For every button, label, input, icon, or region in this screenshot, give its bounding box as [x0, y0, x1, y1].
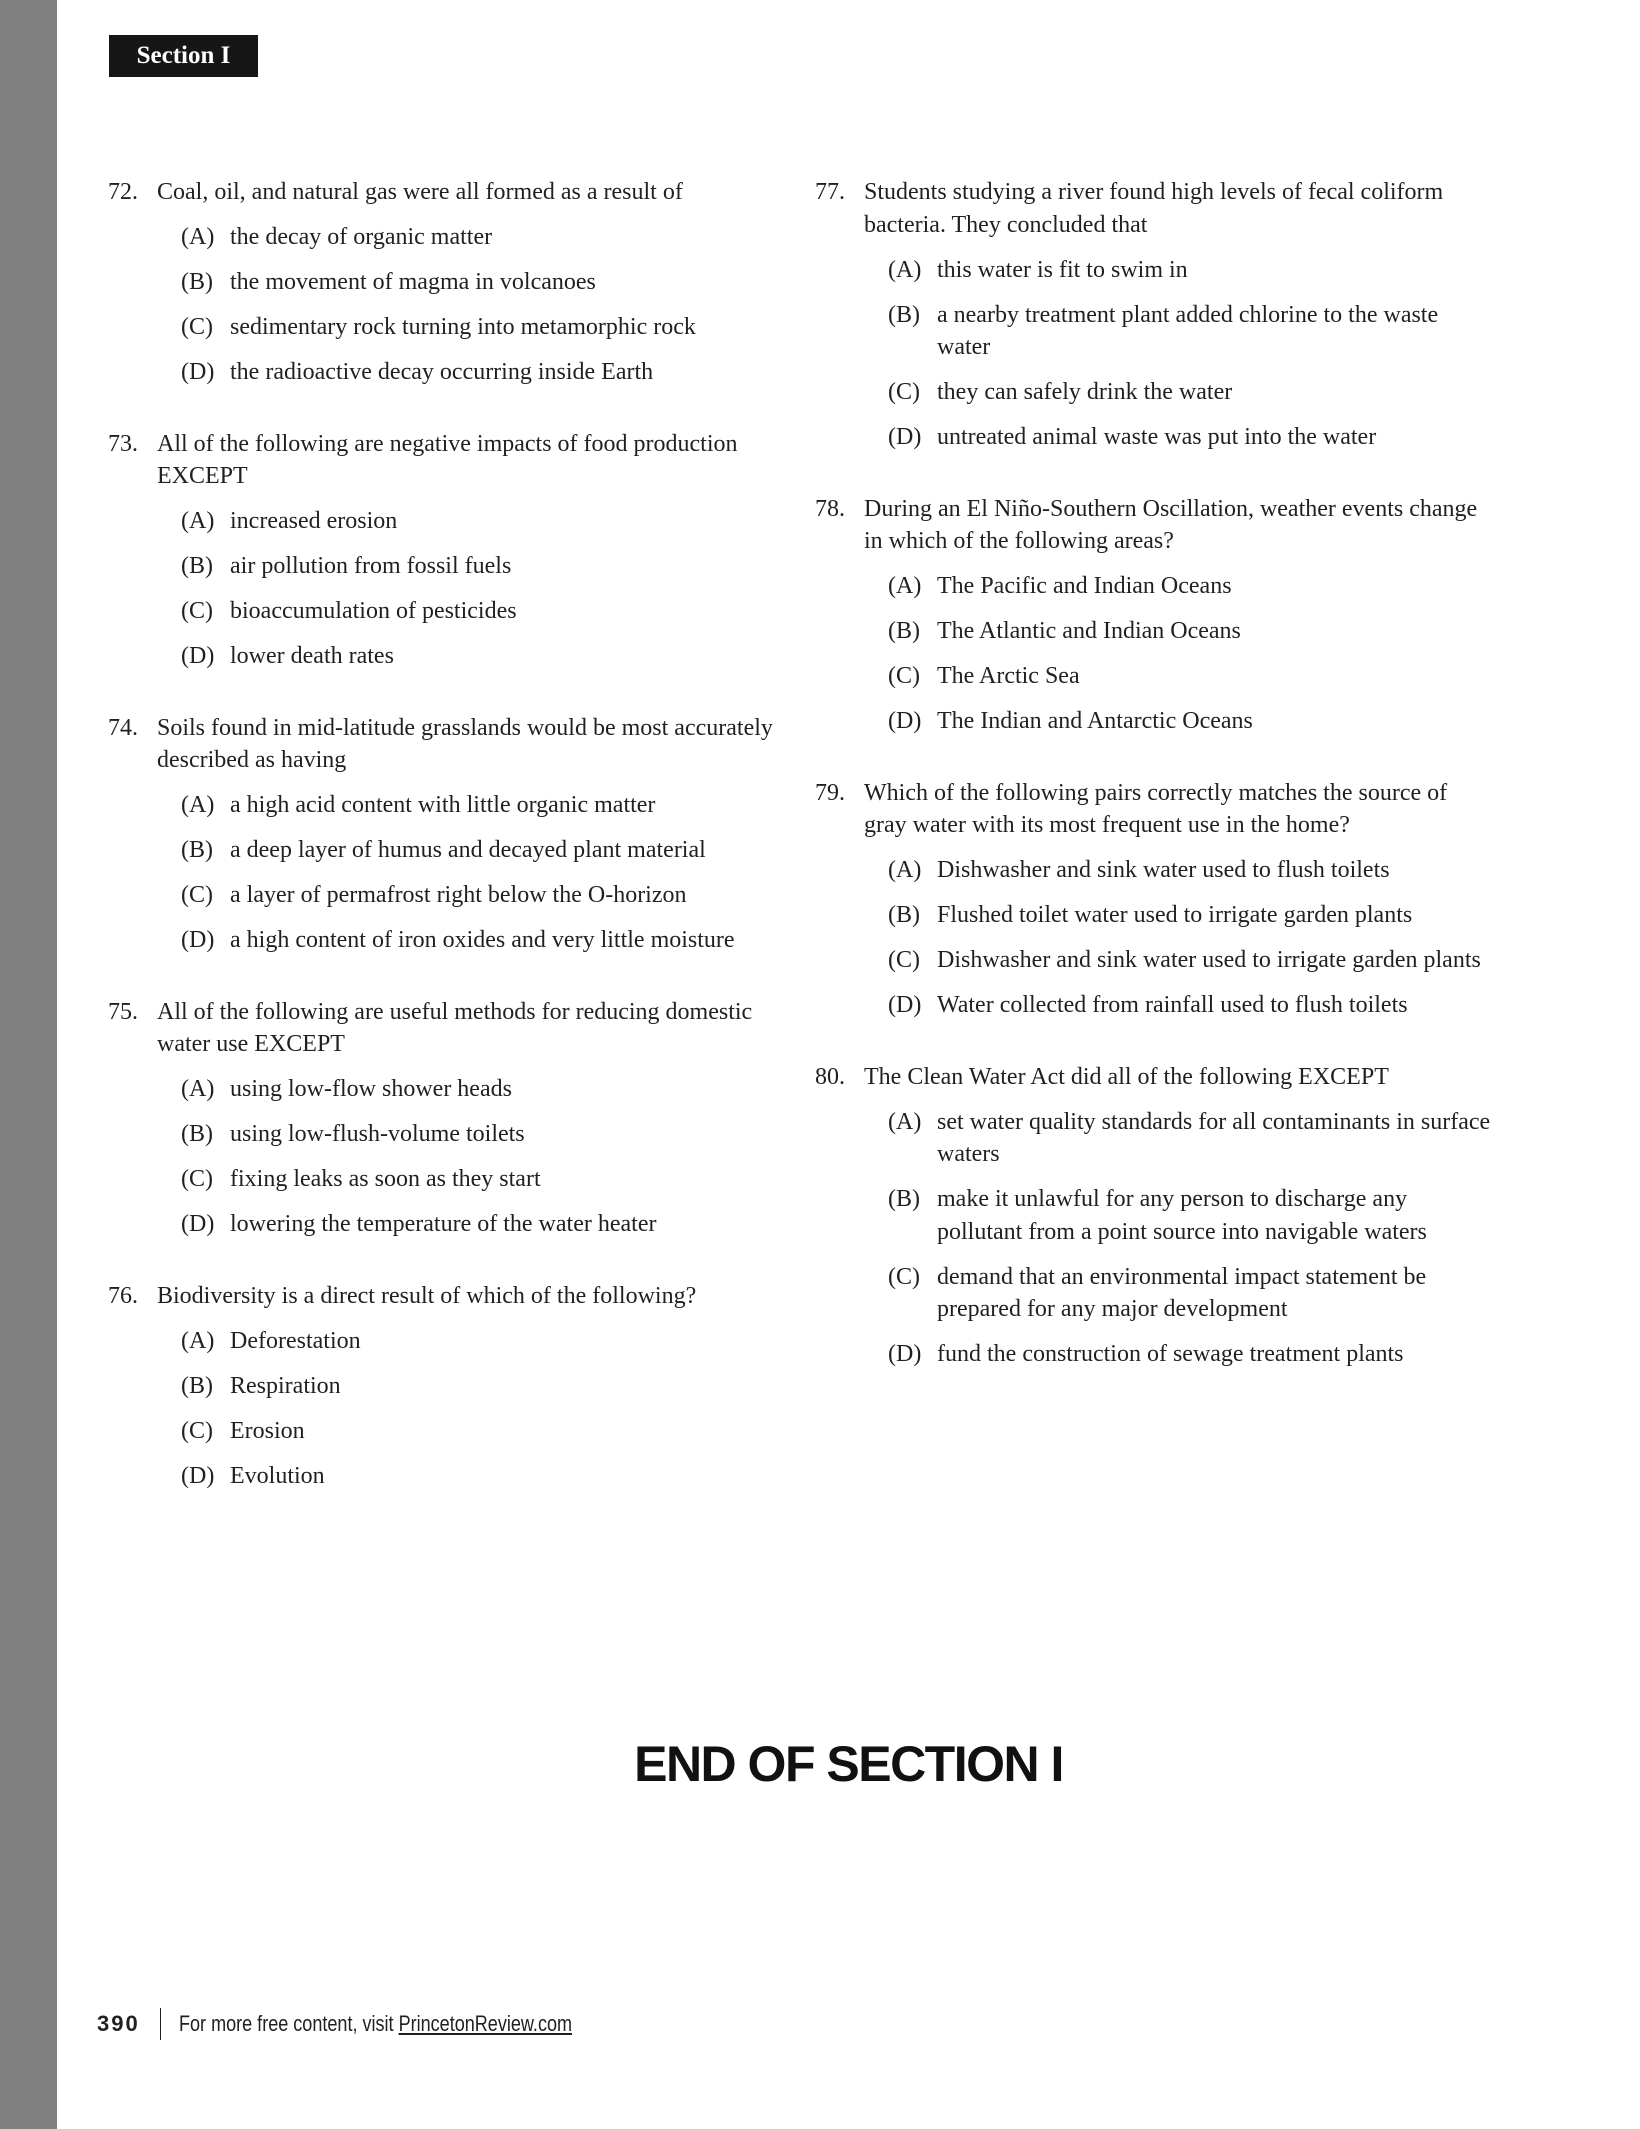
question-78 [815, 493, 1495, 738]
option-text: demand that an environmental impact statement be prepared for any major development [937, 1263, 1427, 1322]
option-text: a layer of permafrost right below the O-horizon [230, 882, 687, 908]
option-text: Erosion [230, 1417, 305, 1444]
answer-option[interactable] [888, 660, 1495, 693]
question-number: 72. [108, 179, 138, 205]
answer-option[interactable] [181, 550, 788, 583]
answer-option[interactable] [888, 421, 1495, 454]
option-letter: (D) [888, 1341, 922, 1367]
answer-option[interactable] [181, 356, 788, 389]
answer-option[interactable] [181, 1415, 788, 1448]
answer-option[interactable] [888, 1183, 1495, 1248]
option-letter: (B) [181, 1121, 213, 1147]
footer-promo: For more free content, visit [179, 2011, 399, 2036]
option-text: the movement of magma in volcanoes [230, 269, 596, 295]
option-letter: (A) [888, 256, 922, 283]
option-text: The Indian and Antarctic Oceans [937, 708, 1253, 734]
answer-option[interactable] [888, 254, 1495, 287]
option-letter: (C) [181, 882, 213, 908]
option-text: untreated animal waste was put into the water [937, 424, 1377, 450]
option-text: set water quality standards for all contaminants in surface waters [937, 1108, 1491, 1167]
answer-option[interactable] [181, 1118, 788, 1151]
question-text: Coal, oil, and natural gas were all formed as a result of [157, 179, 683, 205]
option-text: make it unlawful for any person to discharge any pollutant from a point source into navigable waters [937, 1186, 1427, 1245]
option-text: increased erosion [230, 508, 398, 534]
option-text: Dishwasher and sink water used to irrigate garden plants [937, 947, 1481, 973]
option-letter: (D) [181, 1211, 215, 1237]
answer-option[interactable] [888, 615, 1495, 648]
option-text: using low-flush-volume toilets [230, 1121, 525, 1147]
option-letter: (D) [181, 643, 215, 669]
question-text: Soils found in mid-latitude grasslands would be most accurately described as having [157, 714, 773, 773]
question-text: The Clean Water Act did all of the following EXCEPT [864, 1063, 1389, 1090]
question-80 [815, 1061, 1495, 1371]
footer-text [179, 2011, 572, 2037]
option-letter: (B) [181, 837, 213, 863]
question-stem [815, 493, 1495, 558]
question-stem [108, 712, 788, 777]
answer-option[interactable] [181, 1073, 788, 1106]
option-letter: (B) [888, 902, 920, 928]
option-letter: (B) [888, 618, 920, 644]
answer-option[interactable] [181, 879, 788, 912]
option-letter: (A) [181, 1327, 215, 1354]
question-stem [815, 176, 1495, 241]
question-stem [108, 176, 788, 209]
answer-option[interactable] [888, 705, 1495, 738]
option-letter: (A) [181, 792, 215, 818]
answer-option[interactable] [181, 221, 788, 254]
answer-option[interactable] [888, 899, 1495, 932]
option-text: the decay of organic matter [230, 224, 493, 250]
option-letter: (D) [181, 1462, 215, 1489]
question-number: 75. [108, 998, 138, 1025]
question-number: 77. [815, 179, 845, 205]
option-text: a nearby treatment plant added chlorine to the waste water [937, 301, 1439, 360]
right-column [815, 176, 1495, 1410]
question-text: All of the following are negative impacts of food production EXCEPT [157, 430, 738, 489]
option-letter: (A) [181, 508, 215, 534]
question-text: All of the following are useful methods for reducing domestic water use EXCEPT [157, 998, 753, 1057]
option-text: Water collected from rainfall used to flush toilets [937, 992, 1408, 1018]
question-stem [108, 1280, 788, 1313]
answer-option[interactable] [888, 1106, 1495, 1171]
option-letter: (A) [888, 1108, 922, 1135]
option-text: Respiration [230, 1372, 341, 1399]
option-letter: (C) [888, 663, 920, 689]
option-letter: (B) [181, 269, 213, 295]
answer-option[interactable] [181, 595, 788, 628]
answer-option[interactable] [888, 854, 1495, 887]
option-letter: (A) [181, 1076, 215, 1102]
option-text: The Pacific and Indian Oceans [937, 573, 1232, 599]
option-text: sedimentary rock turning into metamorphic rock [230, 314, 696, 340]
left-column [108, 176, 788, 1531]
end-of-section-banner: END OF SECTION I [634, 1736, 1063, 1792]
option-text: they can safely drink the water [937, 379, 1233, 405]
question-number: 79. [815, 779, 845, 806]
footer-divider [160, 2008, 162, 2040]
question-number: 80. [815, 1063, 845, 1090]
option-letter: (D) [888, 424, 922, 450]
question-text: During an El Niño-Southern Oscillation, weather events change in which of the following areas? [864, 495, 1478, 554]
option-text: fixing leaks as soon as they start [230, 1166, 541, 1192]
option-text: the radioactive decay occurring inside Earth [230, 359, 654, 385]
option-text: fund the construction of sewage treatment plants [937, 1341, 1404, 1367]
question-text: Biodiversity is a direct result of which of the following? [157, 1282, 697, 1309]
question-stem [108, 428, 788, 493]
question-number: 74. [108, 714, 138, 741]
answer-option[interactable] [181, 924, 788, 957]
question-72 [108, 176, 788, 389]
question-73 [108, 428, 788, 673]
answer-option[interactable] [181, 1163, 788, 1196]
option-letter: (A) [888, 857, 922, 883]
option-letter: (C) [181, 598, 213, 624]
question-79 [815, 777, 1495, 1022]
answer-option[interactable] [181, 1208, 788, 1241]
option-text: Deforestation [230, 1327, 361, 1354]
option-text: using low-flow shower heads [230, 1076, 512, 1102]
option-letter: (C) [181, 1417, 213, 1444]
page-number: 390 [97, 2011, 140, 2036]
answer-option[interactable] [181, 1370, 788, 1403]
option-text: The Atlantic and Indian Oceans [937, 618, 1241, 644]
option-letter: (B) [888, 301, 920, 328]
option-text: Flushed toilet water used to irrigate garden plants [937, 902, 1413, 928]
option-text: a deep layer of humus and decayed plant material [230, 837, 706, 863]
question-76 [108, 1280, 788, 1493]
option-text: Evolution [230, 1462, 325, 1489]
page-edge-bar [0, 0, 57, 2129]
princeton-review-link[interactable]: PrincetonReview.com [398, 2011, 573, 2036]
option-letter: (D) [181, 927, 215, 953]
footer [97, 2008, 659, 2040]
answer-option[interactable] [888, 989, 1495, 1022]
answer-option[interactable] [181, 266, 788, 299]
answer-option[interactable] [181, 505, 788, 538]
option-letter: (D) [181, 359, 215, 385]
option-text: this water is fit to swim in [937, 256, 1188, 283]
answer-option[interactable] [181, 834, 788, 867]
question-stem [108, 996, 788, 1061]
option-text: a high content of iron oxides and very little moisture [230, 927, 735, 953]
answer-option[interactable] [888, 1338, 1495, 1371]
option-letter: (C) [181, 1166, 213, 1192]
answer-option[interactable] [181, 1325, 788, 1358]
option-letter: (A) [888, 573, 922, 599]
answer-option[interactable] [181, 1460, 788, 1493]
question-text: Students studying a river found high levels of fecal coliform bacteria. They concluded that [864, 179, 1444, 238]
option-text: air pollution from fossil fuels [230, 553, 512, 579]
answer-option[interactable] [181, 640, 788, 673]
option-letter: (D) [888, 992, 922, 1018]
answer-option[interactable] [888, 944, 1495, 977]
option-letter: (C) [888, 947, 920, 973]
option-letter: (C) [888, 379, 920, 405]
option-text: lower death rates [230, 643, 394, 669]
answer-option[interactable] [888, 1261, 1495, 1326]
option-text: Dishwasher and sink water used to flush toilets [937, 857, 1390, 883]
option-letter: (D) [888, 708, 922, 734]
section-label: Section I [109, 35, 258, 77]
answer-option[interactable] [181, 789, 788, 822]
option-letter: (C) [888, 1263, 920, 1290]
answer-option[interactable] [181, 311, 788, 344]
option-letter: (A) [181, 224, 215, 250]
option-letter: (B) [181, 1372, 213, 1399]
option-text: bioaccumulation of pesticides [230, 598, 517, 624]
option-text: lowering the temperature of the water heater [230, 1211, 657, 1237]
answer-option[interactable] [888, 299, 1495, 364]
question-number: 76. [108, 1282, 138, 1309]
option-letter: (B) [888, 1186, 920, 1212]
question-75 [108, 996, 788, 1241]
question-77 [815, 176, 1495, 454]
answer-option[interactable] [888, 570, 1495, 603]
answer-option[interactable] [888, 376, 1495, 409]
question-74 [108, 712, 788, 957]
option-text: a high acid content with little organic matter [230, 792, 656, 818]
question-text: Which of the following pairs correctly matches the source of gray water with its most frequent use in the home? [864, 779, 1448, 838]
question-number: 78. [815, 495, 845, 522]
option-text: The Arctic Sea [937, 663, 1080, 689]
option-letter: (B) [181, 553, 213, 579]
option-letter: (C) [181, 314, 213, 340]
question-number: 73. [108, 430, 138, 457]
question-stem [815, 1061, 1495, 1094]
question-stem [815, 777, 1495, 842]
